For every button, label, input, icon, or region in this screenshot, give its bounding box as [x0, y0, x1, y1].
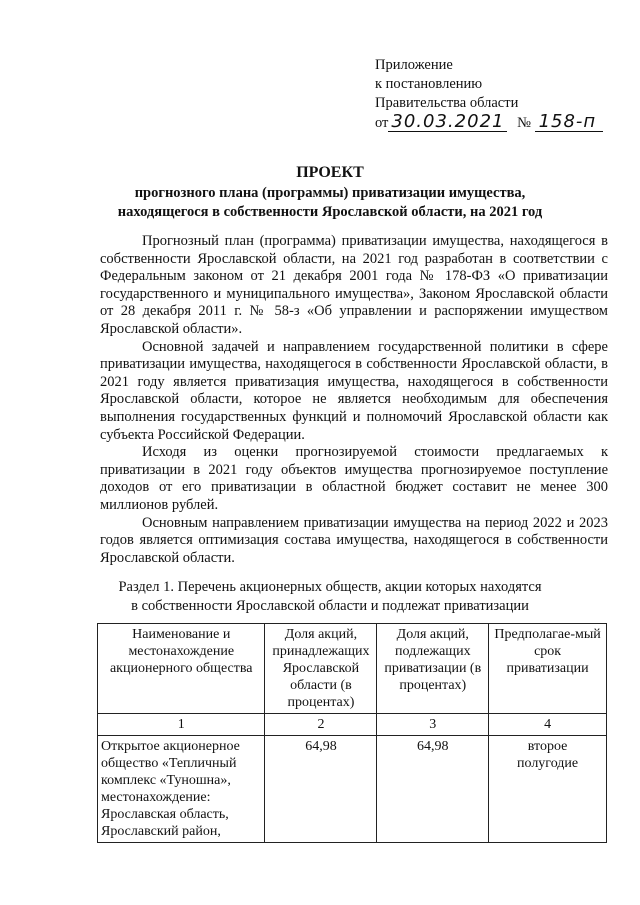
annex-line-2: к постановлению [375, 76, 483, 92]
annex-date-line [375, 113, 603, 133]
privatization-table [97, 623, 607, 843]
paragraph: Прогнозный план (программа) приватизации имущества, находящегося в собственности Ярославской области, на 2021 год разработан в соответствии с Федеральным законом от 21 декабря 2001 года № 178-ФЗ «О приватизации государственного и муниципального имущества», Законом Ярославской области от 28 декабря 2011 г. № 58-з «Об управлении и распоряжении имуществом Ярославской области». [100, 233, 608, 337]
table-number-row [98, 714, 607, 736]
column-number: 1 [98, 714, 265, 736]
annex-from-label: от [375, 115, 389, 131]
table-header-cell: Наименование и местонахождение акционерного общества [98, 624, 265, 714]
table-header-cell: Предполагае-мый срок приватизации [489, 624, 607, 714]
table-header-cell: Доля акций, принадлежащих Ярославской области (в процентах) [265, 624, 377, 714]
body-text [100, 233, 608, 567]
company-name-cell: Открытое акционерное общество «Тепличный комплекс «Туношна», местонахождение: Ярославская область, Ярославский район, [98, 736, 265, 843]
handwritten-number: 158-п [535, 113, 603, 132]
section-title [60, 578, 600, 616]
title-line-1: прогнозного плана (программы) приватизации имущества, [134, 185, 526, 201]
share-owned-cell: 64,98 [265, 736, 377, 843]
document-title [60, 184, 600, 222]
table-row [98, 736, 607, 843]
column-number: 4 [489, 714, 607, 736]
title-line-2: находящегося в собственности Ярославской области, на 2021 год [117, 204, 543, 220]
table-header-row [98, 624, 607, 714]
column-number: 3 [377, 714, 489, 736]
handwritten-date: 30.03.2021 [388, 113, 507, 132]
annex-line-1: Приложение [375, 57, 453, 73]
table-header-cell: Доля акций, подлежащих приватизации (в процентах) [377, 624, 489, 714]
paragraph: Основным направлением приватизации имущества на период 2022 и 2023 годов является оптимизация состава имущества, находящегося в собственности Ярославской области. [100, 514, 608, 566]
column-number: 2 [265, 714, 377, 736]
term-cell: второе полугодие [489, 736, 607, 843]
annex-block [375, 56, 603, 133]
document-heading: ПРОЕКТ [296, 164, 364, 181]
section-title-line-2: в собственности Ярославской области и подлежат приватизации [131, 598, 529, 614]
paragraph: Исходя из оценки прогнозируемой стоимости предлагаемых к приватизации в 2021 году объектов имущества прогнозируемое поступление доходов от его приватизации в областной бюджет составит не менее 300 миллионов рублей. [100, 444, 608, 513]
section-title-line-1: Раздел 1. Перечень акционерных обществ, акции которых находятся [118, 579, 542, 595]
annex-number-label: № [517, 115, 531, 131]
paragraph: Основной задачей и направлением государственной политики в сфере приватизации имущества, находящегося в собственности Ярославской области, в 2021 году является приватизация имущества, находящегося в собственности Ярославской области, которое не является необходимым для обеспечения выполнения государственных функций и полномочий Ярославской области как субъекта Российской Федерации. [100, 338, 608, 443]
share-privatized-cell: 64,98 [377, 736, 489, 843]
annex-line-3: Правительства области [375, 95, 519, 111]
